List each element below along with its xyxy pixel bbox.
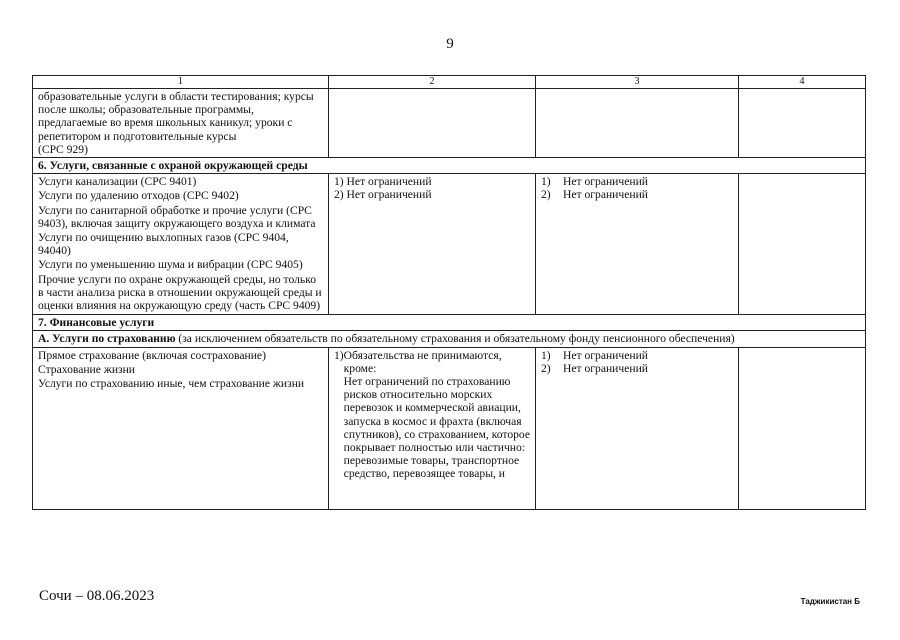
column-number-row bbox=[33, 76, 866, 89]
sector-text: (CPC 929) bbox=[38, 142, 88, 156]
sector-item: Услуги по очищению выхлопных газов (CPC 9404, 94040) bbox=[38, 231, 289, 258]
sector-item: Услуги по санитарной обработке и прочие услуги (CPC 9403), включая защиту окружающего воздуха и климата bbox=[38, 203, 316, 230]
empty-cell bbox=[739, 174, 866, 315]
column-number: 4 bbox=[739, 76, 866, 89]
page-number: 9 bbox=[446, 36, 454, 52]
subsection-heading-row bbox=[33, 331, 866, 347]
empty-cell bbox=[536, 89, 739, 158]
section-heading-row bbox=[33, 315, 866, 331]
sector-item: Услуги канализации (CPC 9401) bbox=[38, 175, 197, 189]
limitation-text: Нет ограничений по страхованию рисков относительно морских перевозок и коммерческой авиации, запуска в космос и фрахта (включая спутников), со страхованием, которое покрывает полностью или частично: перевозимые товары, транспортное средство, перевозящее товары, и bbox=[343, 375, 530, 481]
empty-cell bbox=[739, 347, 866, 509]
item-number: 2) bbox=[541, 188, 551, 202]
sector-cell bbox=[33, 89, 329, 158]
column-number: 2 bbox=[329, 76, 536, 89]
item-number: 1) bbox=[541, 175, 551, 189]
sector-item: Страхование жизни bbox=[38, 362, 136, 376]
footer-country: Таджикистан Б bbox=[800, 597, 860, 606]
section-heading-row bbox=[33, 158, 866, 174]
item-text: Нет ограничений bbox=[563, 348, 648, 362]
section-heading: 7. Финансовые услуги bbox=[33, 315, 866, 331]
limitation-block bbox=[334, 349, 530, 508]
subsection-heading bbox=[33, 331, 866, 347]
item-number: 2) bbox=[541, 361, 551, 375]
limitation-item bbox=[541, 362, 733, 375]
section-heading: 6. Услуги, связанные с охраной окружающей среды bbox=[33, 158, 866, 174]
limitation-item: 1) Нет ограничений bbox=[334, 175, 432, 189]
limitation-text: Обязательства не принимаются, кроме: bbox=[343, 348, 502, 375]
footer-place-date: Сочи – 08.06.2023 bbox=[39, 588, 155, 604]
market-access-cell bbox=[329, 174, 536, 315]
limitation-item: 2) Нет ограничений bbox=[334, 188, 432, 202]
sector-item: Услуги по удалению отходов (CPC 9402) bbox=[38, 189, 239, 203]
continuation-row bbox=[33, 89, 866, 158]
limitation-item bbox=[541, 349, 733, 362]
sector-text: образовательные услуги в области тестирования; курсы после школы; образовательные программы, предлагаемые во время школьных каникул; уроки с репетитором и подготовительные курсы bbox=[38, 90, 314, 143]
national-treatment-cell bbox=[536, 347, 739, 509]
limitation-item bbox=[541, 188, 733, 201]
subsection-note: (за исключением обязательств по обязательному страхования и обязательному фонду пенсионного обеспечения) bbox=[175, 332, 735, 346]
commitments-table bbox=[32, 75, 866, 510]
market-access-cell bbox=[329, 347, 536, 509]
empty-cell bbox=[329, 89, 536, 158]
sector-item: Прочие услуги по охране окружающей среды, но только в части анализа риска в отношении окружающей среды и оценки влияния на окружающую среду (часть CPC 9409) bbox=[38, 272, 322, 313]
item-text: Нет ограничений bbox=[563, 361, 648, 375]
sector-item: Прямое страхование (включая сострахование) bbox=[38, 348, 266, 362]
subsection-label: А. Услуги по страхованию bbox=[38, 332, 176, 346]
section-6-row bbox=[33, 174, 866, 315]
sector-item: Услуги по уменьшению шума и вибрации (CPC 9405) bbox=[38, 258, 303, 272]
item-number: 1) bbox=[334, 348, 344, 362]
column-number: 3 bbox=[536, 76, 739, 89]
national-treatment-cell bbox=[536, 174, 739, 315]
sector-item: Услуги по страхованию иные, чем страхование жизни bbox=[38, 377, 305, 391]
insurance-row bbox=[33, 347, 866, 509]
sector-cell bbox=[33, 347, 329, 509]
limitation-item bbox=[541, 175, 733, 188]
sector-cell bbox=[33, 174, 329, 315]
empty-cell bbox=[739, 89, 866, 158]
item-text: Нет ограничений bbox=[563, 175, 648, 189]
item-text: Нет ограничений bbox=[563, 188, 648, 202]
item-number: 1) bbox=[541, 348, 551, 362]
column-number: 1 bbox=[33, 76, 329, 89]
